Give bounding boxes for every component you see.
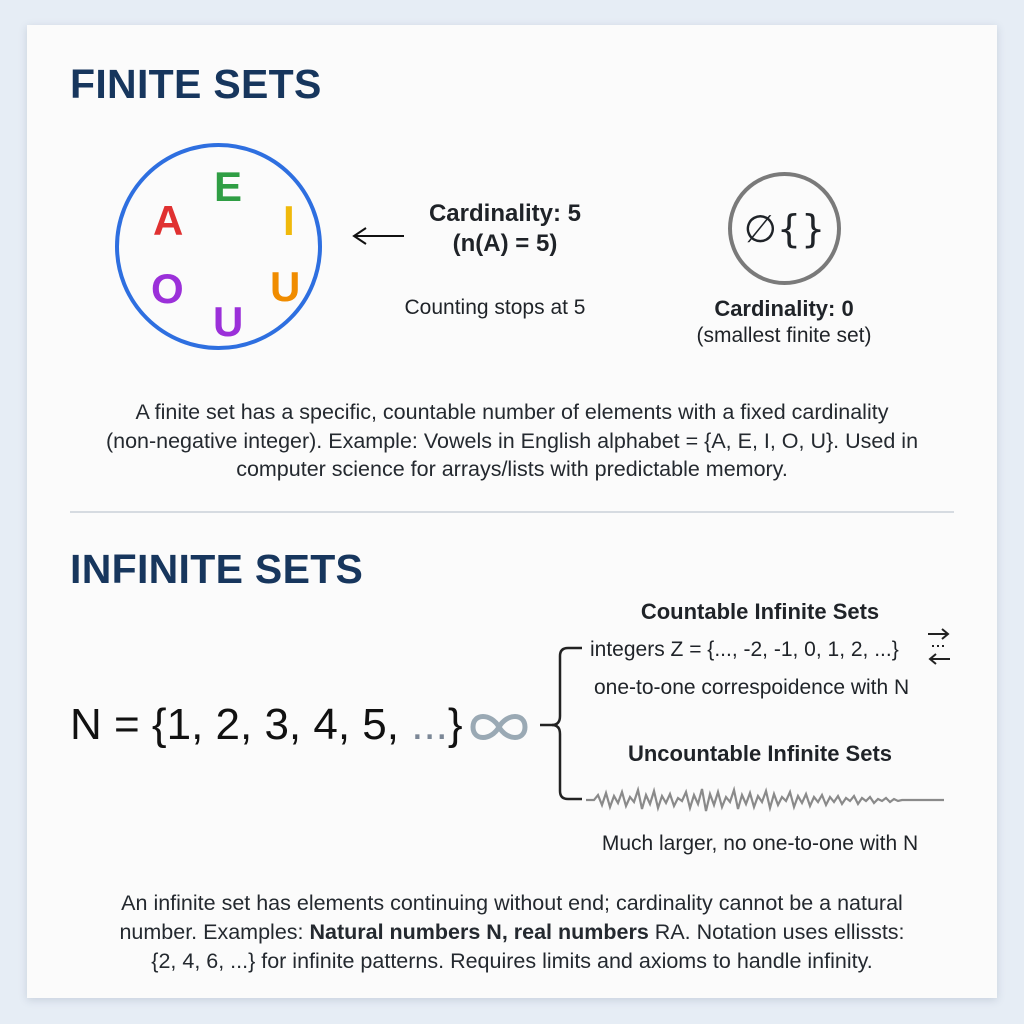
set-element-o: O [151, 265, 184, 312]
set-element-i: I [283, 197, 295, 244]
infinite-description-line: {2, 4, 6, ...} for infinite patterns. Requires limits and axioms to handle infinity. [151, 949, 873, 973]
description-text: RA. Notation uses ellissts: [648, 920, 905, 944]
infinity-icon [467, 707, 531, 747]
left-arrow-icon [350, 226, 410, 246]
description-bold-text: Natural numbers N, real numbers [309, 920, 649, 944]
empty-set-circle [728, 172, 841, 285]
set-element-u-purple: U [213, 298, 244, 345]
natural-set-close: } [447, 700, 463, 749]
finite-sets-heading: FINITE SETS [70, 61, 322, 107]
correspondence-note: one-to-one correspoidence with N [594, 676, 910, 699]
infinite-description-line: An infinite set has elements continuing without end; cardinality cannot be a natural [121, 891, 903, 915]
empty-cardinality: Cardinality: 0 [714, 296, 854, 321]
countable-title: Countable Infinite Sets [640, 599, 880, 624]
set-element-u-orange: U [270, 263, 301, 310]
bijection-arrows-icon [924, 626, 954, 670]
counting-note: Counting stops at 5 [404, 296, 586, 319]
set-element-e: E [214, 163, 243, 210]
uncountable-note: Much larger, no one-to-one with N [601, 832, 919, 855]
cardinality-title: Cardinality: 5 [428, 200, 582, 227]
section-divider [70, 511, 954, 513]
natural-set-text: N = {1, 2, 3, 4, 5, [70, 700, 412, 749]
set-element-a: A [153, 197, 184, 244]
finite-description-line: computer science for arrays/lists with predictable memory. [236, 457, 788, 481]
empty-set-note: (smallest finite set) [696, 324, 872, 347]
integers-line: integers Z = {..., -2, -1, 0, 1, 2, ...} [590, 638, 899, 661]
ellipsis: ... [411, 700, 448, 749]
finite-description [40, 398, 984, 484]
uncountable-title: Uncountable Infinite Sets [627, 741, 893, 766]
infinite-description [40, 889, 984, 976]
finite-description-line: (non-negative integer). Example: Vowels in English alphabet = {A, E, I, O, U}. Used in [105, 428, 919, 453]
finite-description-line: A finite set has a specific, countable number of elements with a fixed cardinality [135, 400, 889, 424]
empty-set-icon: ∅{} [743, 206, 826, 251]
description-text: number. Examples: [119, 920, 310, 944]
branch-brace-icon [538, 636, 588, 816]
noise-wave-icon [586, 780, 946, 820]
cardinality-formula: (n(A) = 5) [452, 230, 558, 257]
cardinality-label [405, 199, 605, 259]
natural-numbers-set [70, 700, 463, 750]
infinite-sets-heading: INFINITE SETS [70, 546, 364, 592]
infinite-description-line [40, 918, 984, 947]
